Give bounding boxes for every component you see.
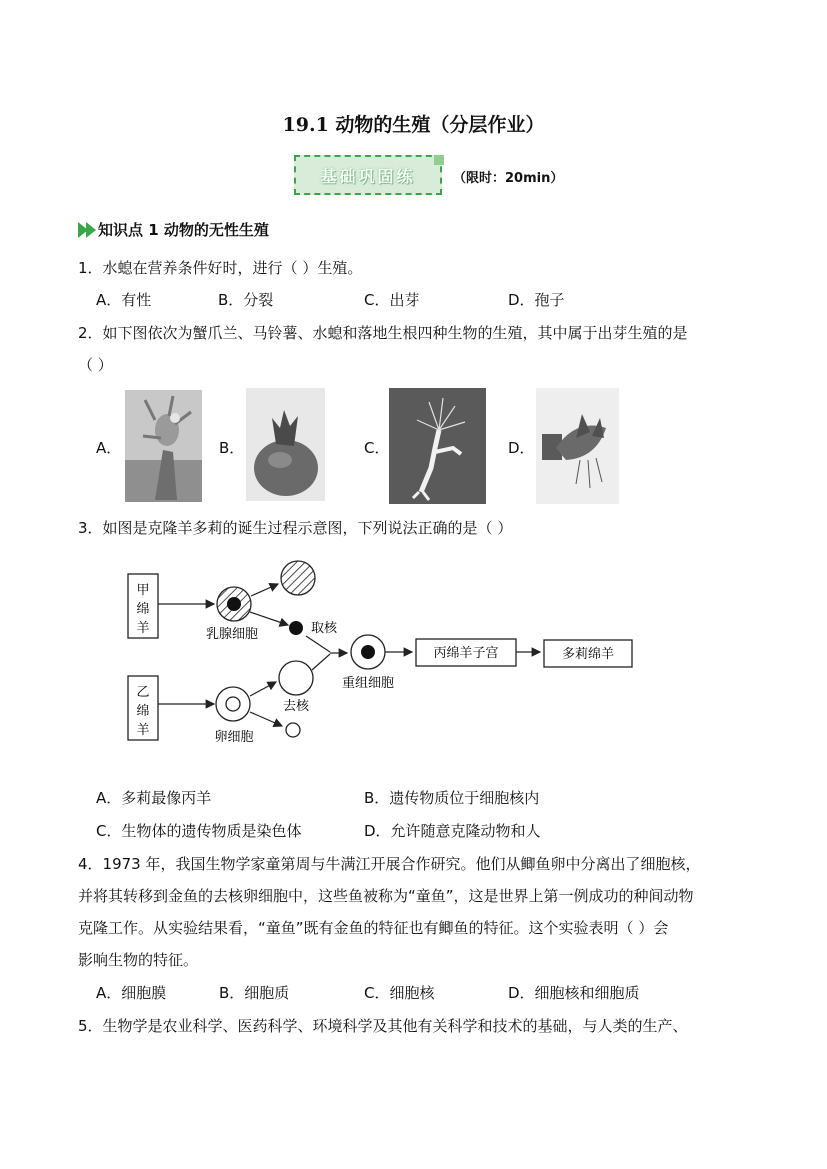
badge-corner-decoration	[434, 155, 444, 165]
question-1-text: 1．水螅在营养条件好时，进行（ ）生殖。	[78, 259, 363, 277]
page-title: 19.1 动物的生殖（分层作业）	[282, 114, 545, 136]
egg-nucleus	[226, 697, 240, 711]
removed-nucleus	[286, 723, 300, 737]
section-header	[78, 219, 269, 240]
question-4-line-1: 4．1973 年，我国生物学家童第周与牛满江开展合作研究。他们从鲫鱼卵中分离出了细胞核，	[78, 855, 701, 873]
q1-option-b[interactable]: B．分裂	[218, 291, 274, 309]
enucleated-egg	[279, 661, 313, 695]
hydra-photo	[389, 388, 486, 504]
mammary-nucleus	[227, 597, 241, 611]
potato-photo	[246, 388, 325, 501]
extracted-nucleus	[289, 621, 303, 635]
sheep-b-char2: 绵	[136, 704, 150, 719]
question-4-line-2: 并将其转移到金鱼的去核卵细胞中，这些鱼被称为“童鱼”，这是世界上第一例成功的种间动物	[78, 887, 694, 905]
q2-option-d[interactable]: D．	[508, 439, 535, 457]
mammary-label: 乳腺细胞	[205, 627, 259, 642]
arrow-to-nucleus	[250, 612, 288, 625]
arrow-mammary-to-copy	[251, 584, 278, 596]
q2-option-a[interactable]: A．	[96, 439, 122, 457]
q3-option-d[interactable]: D．允许随意克隆动物和人	[364, 822, 541, 840]
question-2-text: 2．如下图依次为蟹爪兰、马铃薯、水螅和落地生根四种生物的生殖，其中属于出芽生殖的是	[78, 324, 688, 342]
section-badge	[294, 155, 442, 195]
crab-cactus-photo	[125, 390, 202, 502]
merge-line-bottom	[312, 654, 330, 670]
q1-option-c[interactable]: C．出芽	[364, 291, 420, 309]
recombined-label: 重组细胞	[341, 676, 395, 691]
section-label: 知识点 1 动物的无性生殖	[98, 221, 269, 239]
q4-option-a[interactable]: A．细胞膜	[96, 984, 167, 1002]
sheep-a-char2: 绵	[136, 602, 150, 617]
uterus-label: 丙绵羊子宫	[433, 646, 499, 661]
recombined-nucleus	[361, 645, 375, 659]
take-nucleus-label: 取核	[310, 621, 338, 636]
egg-label: 卵细胞	[214, 730, 254, 745]
remove-nucleus-label: 去核	[282, 699, 310, 714]
dolly-label: 多莉绵羊	[561, 647, 615, 662]
q4-option-b[interactable]: B．细胞质	[219, 984, 290, 1002]
q3-option-c[interactable]: C．生物体的遗传物质是染色体	[96, 822, 302, 840]
sheep-b-char3: 羊	[136, 723, 150, 738]
q1-option-a[interactable]: A．有性	[96, 291, 152, 309]
q3-option-a[interactable]: A．多莉最像丙羊	[96, 789, 212, 807]
merge-line-top	[306, 636, 330, 652]
sheep-b-char1: 乙	[136, 685, 150, 700]
mammary-cell-copy	[281, 561, 315, 595]
q4-option-d[interactable]: D．细胞核和细胞质	[508, 984, 640, 1002]
question-4-line-4: 影响生物的特征。	[78, 951, 199, 969]
question-5-text: 5．生物学是农业科学、医药科学、环境科学及其他有关科学和技术的基础，与人类的生产、	[78, 1017, 688, 1035]
q4-option-c[interactable]: C．细胞核	[364, 984, 435, 1002]
kalanchoe-photo	[536, 388, 619, 504]
sheep-a-char1: 甲	[136, 583, 150, 598]
time-limit: （限时：20min）	[453, 171, 564, 186]
arrow-to-removed-nucleus	[250, 712, 282, 726]
q2-option-c[interactable]: C．	[364, 439, 390, 457]
q1-option-d[interactable]: D．孢子	[508, 291, 565, 309]
arrow-egg-to-enucleated	[250, 682, 276, 696]
q3-option-b[interactable]: B．遗传物质位于细胞核内	[364, 789, 540, 807]
badge-text: 基础巩固练	[320, 166, 416, 186]
question-3-text: 3．如图是克隆羊多莉的诞生过程示意图，下列说法正确的是（ ）	[78, 519, 513, 537]
sheep-a-char3: 羊	[136, 621, 150, 636]
question-2-bracket: （ ）	[78, 356, 113, 374]
cloning-diagram	[120, 560, 640, 750]
q2-option-b[interactable]: B．	[219, 439, 245, 457]
double-chevron-icon	[78, 222, 94, 238]
question-4-line-3: 克隆工作。从实验结果看，“童鱼”既有金鱼的特征也有鲫鱼的特征。这个实验表明（ ）会	[78, 919, 669, 937]
